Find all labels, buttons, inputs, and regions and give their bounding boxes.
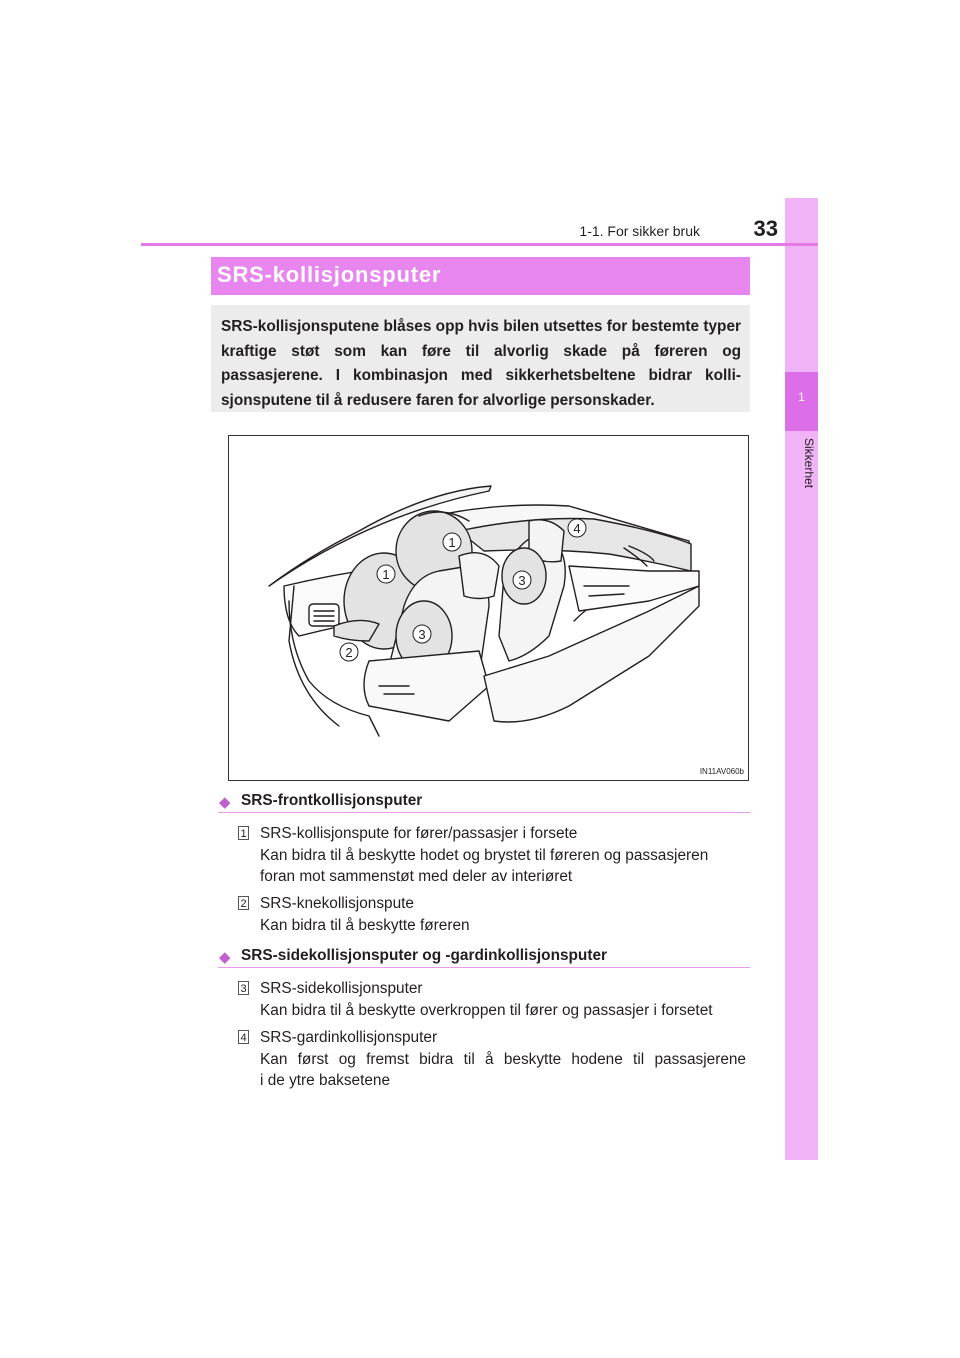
item-number-box: 4	[238, 1030, 249, 1044]
callout-3b: 3	[518, 573, 526, 588]
item-title: SRS-knekollisjonspute	[260, 895, 414, 912]
item-title: SRS-kollisjonspute for fører/passasjer i forsete	[260, 825, 578, 842]
item-number-box: 1	[238, 826, 249, 840]
callout-1b: 1	[382, 567, 390, 582]
section-title: SRS-kollisjonsputer	[217, 262, 442, 287]
item-description: Kan først og fremst bidra til å beskytte hodene til passasjerene	[260, 1050, 746, 1068]
diamond-bullet-icon: ◆	[219, 794, 231, 811]
callout-3a: 3	[418, 627, 426, 642]
header-rule	[141, 243, 818, 246]
diamond-bullet-icon: ◆	[219, 949, 231, 966]
item-description: Kan bidra til å beskytte hodet og brystet til føreren og passasjeren	[260, 846, 709, 864]
airbag-illustration	[228, 435, 749, 781]
side-curtain-airbags-heading-text: SRS-sidekollisjonsputer og -gardinkollisjonsputer	[241, 947, 608, 964]
front-airbags-heading	[218, 792, 750, 813]
section-title-bar	[211, 257, 750, 295]
front-airbags-heading-text: SRS-frontkollisjonsputer	[241, 792, 423, 809]
callout-1a: 1	[448, 535, 456, 550]
item-number-box: 2	[238, 896, 249, 910]
item-number-box: 3	[238, 981, 249, 995]
item-description: Kan bidra til å beskytte føreren	[260, 916, 470, 934]
section-reference: 1-1. For sikker bruk	[579, 223, 700, 239]
item-title: SRS-sidekollisjonsputer	[260, 980, 423, 997]
item-title: SRS-gardinkollisjonsputer	[260, 1029, 438, 1046]
intro-text: SRS-kollisjonsputene blåses opp hvis bilen utsettes for bestemte typer kraftige støt som kan føre til alvorlig skade på føreren og passasjerene. I kombinasjon med sikkerhetsbeltene bidrar kollisjonsputene til å redusere faren for alvorlige personskader.	[221, 318, 741, 409]
item-description-continued: i de ytre baksetene	[260, 1072, 391, 1089]
chapter-name: Sikkerhet	[802, 438, 816, 489]
item-description: Kan bidra til å beskytte overkroppen til fører og passasjer i forsetet	[260, 1001, 713, 1019]
figure-code: IN11AV060b	[699, 767, 744, 776]
chapter-number: 1	[798, 390, 805, 404]
chapter-side-tab	[785, 198, 818, 1160]
intro-box	[211, 305, 750, 412]
car-interior-drawing	[229, 436, 748, 780]
item-description-continued: foran mot sammenstøt med deler av interiøret	[260, 868, 573, 885]
page-number: 33	[753, 216, 778, 241]
side-curtain-airbags-heading	[218, 947, 750, 968]
callout-2: 2	[345, 645, 353, 660]
callout-4: 4	[573, 521, 581, 536]
